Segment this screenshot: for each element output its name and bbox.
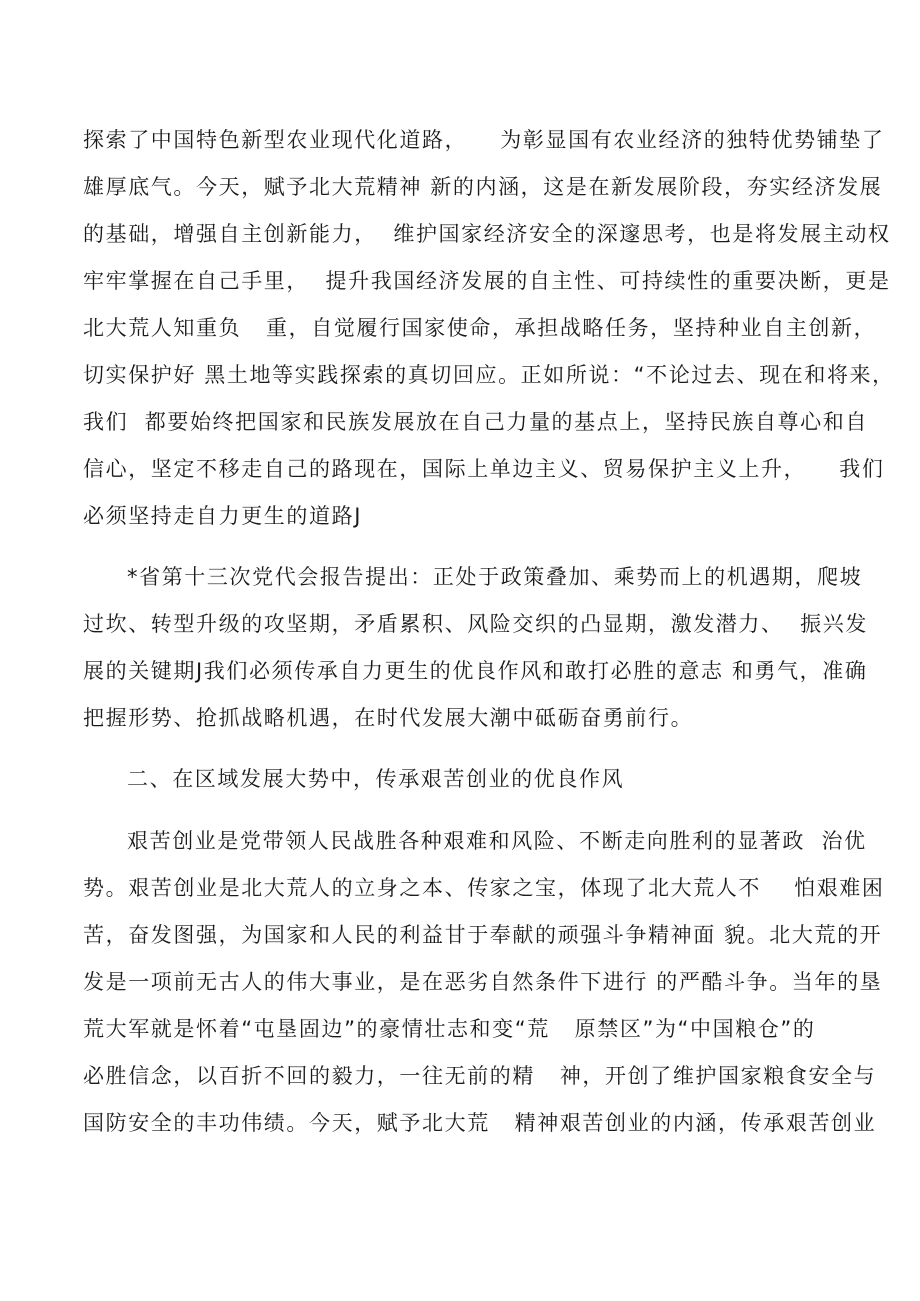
paragraph-2-line-2: 过坎、转型升级的攻坚期，矛盾累积、风险交织的凸显期，激发潜力、 振兴发 xyxy=(83,612,868,636)
paragraph-1-line-5: 北大荒人知重负 重，自觉履行国家使命，承担战略任务，坚持种业自主创新， xyxy=(83,316,877,340)
paragraph-3-line-1: 艰苦创业是党带领人民战胜各种艰难和风险、不断走向胜利的显著政 治优 xyxy=(127,829,867,853)
paragraph-1-line-4: 牢牢掌握在自己手里， 提升我国经济发展的自主性、可持续性的重要决断，更是 xyxy=(83,269,891,293)
paragraph-3-line-6: 必胜信念，以百折不回的毅力，一往无前的精 神，开创了维护国家粮食安全与 xyxy=(83,1064,877,1088)
paragraph-3-line-5: 荒大军就是怀着“屯垦固边”的豪情壮志和变“荒 原禁区”为“中国粮仓”的 xyxy=(83,1017,816,1041)
paragraph-2-line-4: 把握形势、抢抓战略机遇，在时代发展大潮中砥砺奋勇前行。 xyxy=(83,706,694,730)
paragraph-1-line-9: 必须坚持走自力更生的道路J xyxy=(83,504,362,528)
paragraph-1-line-3: 的基础，增强自主创新能力， 维护国家经济安全的深邃思考，也是将发展主动权 xyxy=(83,222,891,246)
paragraph-3-line-2: 势。艰苦创业是北大荒人的立身之本、传家之宝，体现了北大荒人不 怕艰难困 xyxy=(83,876,885,900)
paragraph-2-line-1: *省第十三次党代会报告提出：正处于政策叠加、乘势而上的机遇期，爬坡 xyxy=(127,565,863,589)
section-heading: 二、在区域发展大势中，传承艰苦创业的优良作风 xyxy=(127,767,625,791)
paragraph-2-line-3: 展的关键期J我们必须传承自力更生的优良作风和敢打必胜的意志 和勇气，准确 xyxy=(83,659,868,683)
paragraph-1-line-2: 雄厚底气。今天，赋予北大荒精神 新的内涵，这是在新发展阶段，夯实经济发展 xyxy=(83,175,883,199)
paragraph-3-line-3: 苦，奋发图强，为国家和人民的利益甘于奉献的顽强斗争精神面 貌。北大荒的开 xyxy=(83,923,883,947)
paragraph-3-line-4: 发是一项前无古人的伟大事业，是在恶劣自然条件下进行 的严酷斗争。当年的垦 xyxy=(83,970,883,994)
paragraph-1-line-7: 我们 都要始终把国家和民族发展放在自己力量的基点上，坚持民族自尊心和自 xyxy=(83,410,868,434)
paragraph-1-line-8: 信心，坚定不移走自己的路现在，国际上单边主义、贸易保护主义上升， 我们 xyxy=(83,457,885,481)
paragraph-1-line-6: 切实保护好 黑土地等实践探索的真切回应。正如所说：“不论过去、现在和将来， xyxy=(83,363,895,387)
paragraph-1-line-1: 探索了中国特色新型农业现代化道路， 为彰显国有农业经济的独特优势铺垫了 xyxy=(83,128,885,152)
paragraph-3-line-7: 国防安全的丰功伟绩。今天，赋予北大荒 精神艰苦创业的内涵，传承艰苦创业 xyxy=(83,1111,877,1135)
